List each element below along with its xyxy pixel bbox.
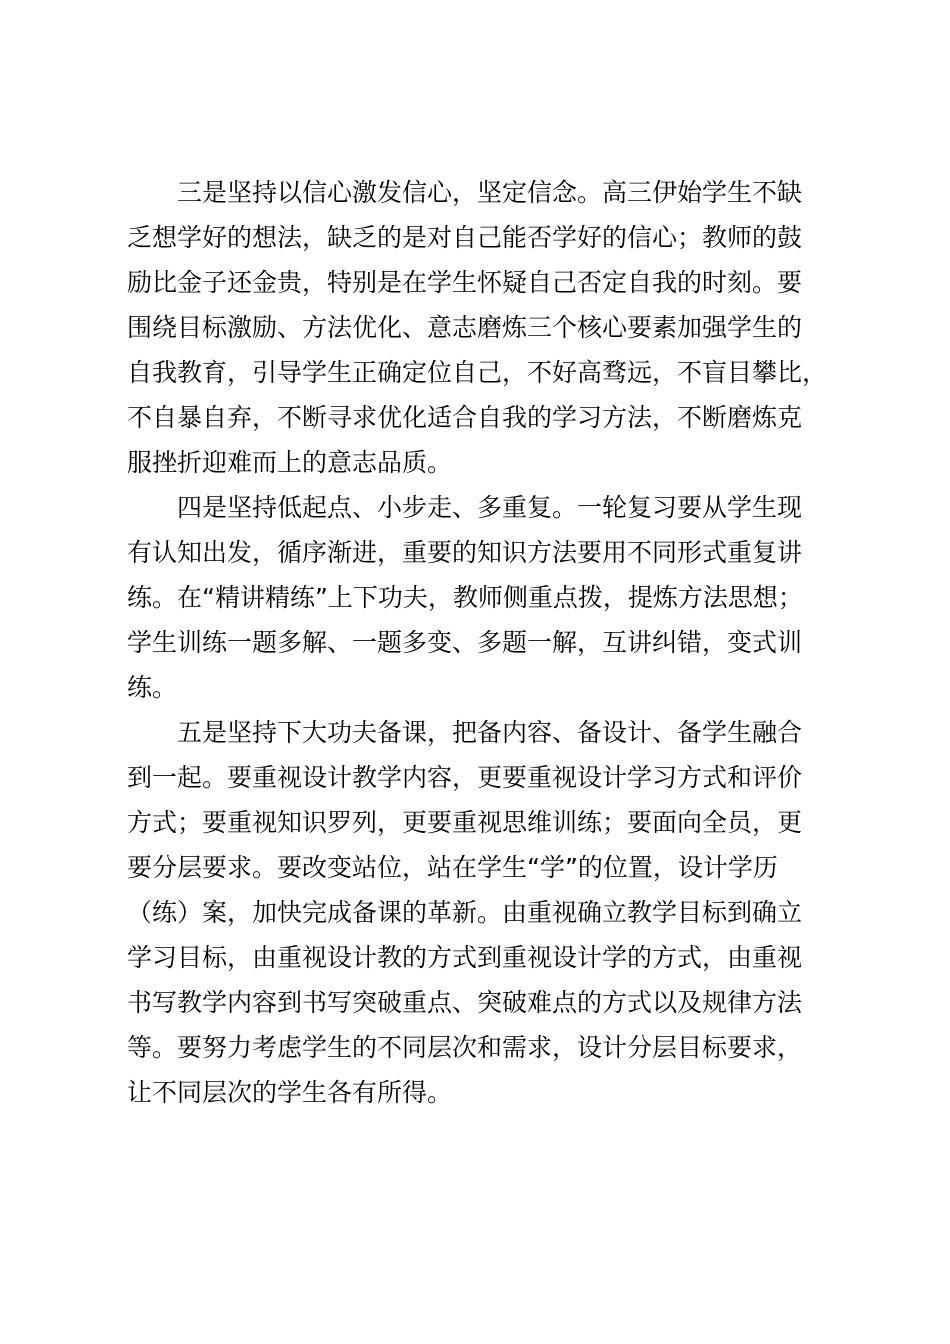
document-body (127, 170, 833, 1115)
paragraph-2 (127, 485, 833, 710)
text-line: 自我教育，引导学生正确定位自己，不好高骛远，不盲目攀比， (127, 358, 828, 387)
text-line: 乏想学好的想法，缺乏的是对自己能否学好的信心；教师的鼓 (127, 223, 803, 252)
paragraph-1 (127, 170, 833, 485)
text-line: 学生训练一题多解、一题多变、多题一解，互讲纠错，变式训 (127, 628, 803, 657)
text-line: 励比金子还金贵，特别是在学生怀疑自己否定自我的时刻。要 (127, 268, 803, 297)
text-line: 有认知出发，循序渐进，重要的知识方法要用不同形式重复讲 (127, 538, 803, 567)
text-line: 服挫折迎难而上的意志品质。 (127, 448, 453, 477)
text-line: 三是坚持以信心激发信心，坚定信念。高三伊始学生不缺 (177, 178, 803, 207)
text-line: 到一起。要重视设计教学内容，更要重视设计学习方式和评价 (127, 763, 803, 792)
text-line: 四是坚持低起点、小步走、多重复。一轮复习要从学生现 (177, 493, 803, 522)
text-line: 学习目标，由重视设计教的方式到重视设计学的方式，由重视 (127, 943, 803, 972)
text-line: 五是坚持下大功夫备课，把备内容、备设计、备学生融合 (177, 718, 803, 747)
text-line: 练。在“精讲精练”上下功夫，教师侧重点拨，提炼方法思想； (127, 583, 803, 612)
text-line: 练。 (127, 673, 178, 702)
text-line: 等。要努力考虑学生的不同层次和需求，设计分层目标要求， (127, 1033, 803, 1062)
text-line: 不自暴自弃，不断寻求优化适合自我的学习方法，不断磨炼克 (127, 403, 803, 432)
text-line: （练）案，加快完成备课的革新。由重视确立教学目标到确立 (127, 898, 803, 927)
paragraph-3 (127, 710, 833, 1115)
text-line: 让不同层次的学生各有所得。 (127, 1078, 453, 1107)
text-line: 书写教学内容到书写突破重点、突破难点的方式以及规律方法 (127, 988, 803, 1017)
text-line: 方式；要重视知识罗列，更要重视思维训练；要面向全员，更 (127, 808, 803, 837)
text-line: 围绕目标激励、方法优化、意志磨炼三个核心要素加强学生的 (127, 313, 803, 342)
text-line: 要分层要求。要改变站位，站在学生“学”的位置，设计学历 (127, 853, 778, 882)
